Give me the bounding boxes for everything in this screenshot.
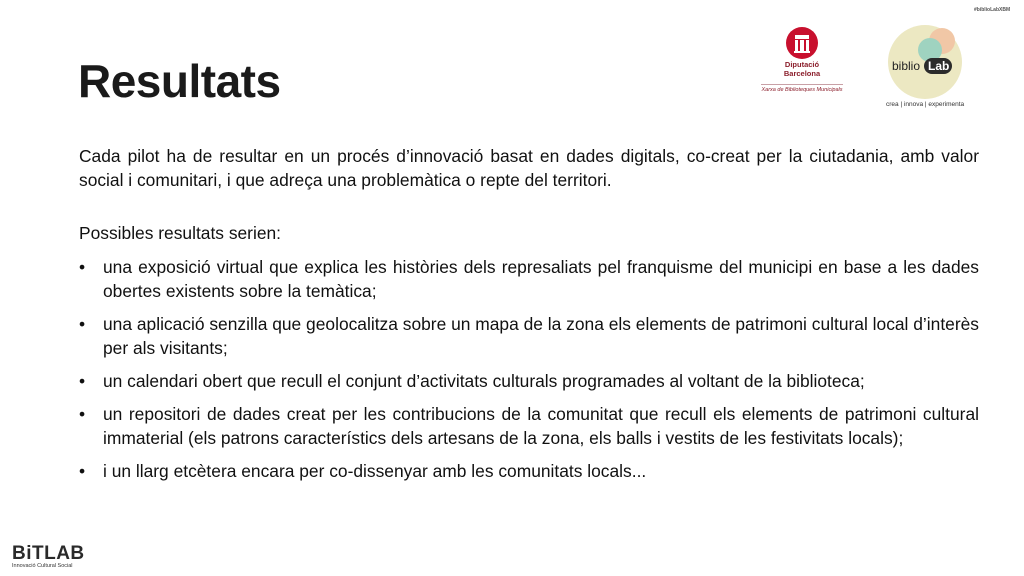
diputacio-name-line1: Diputació xyxy=(784,60,820,69)
list-item xyxy=(79,459,979,483)
list-item-text: una exposició virtual que explica les històries dels represaliats pel franquisme del municipi en base a les dades obertes existents sobre la temàtica; xyxy=(103,257,979,301)
results-list xyxy=(79,255,979,483)
bibliolab-hashtag: #biblioLabXBM xyxy=(974,7,1011,13)
slide-title: Resultats xyxy=(78,55,281,107)
bibliolab-tagline: crea | innova | experimenta xyxy=(886,101,965,108)
diputacio-subtitle: Xarxa de Biblioteques Municipals xyxy=(761,84,842,93)
list-item xyxy=(79,255,979,303)
list-item xyxy=(79,402,979,450)
slide-body xyxy=(79,144,979,492)
bitlab-logo xyxy=(12,544,85,570)
intro-paragraph: Cada pilot ha de resultar en un procés d’innovació basat en dades digitals, co-creat per la ciutadania, amb valor social i comunitari, i que adreça una problemàtica o repte del territori. xyxy=(79,146,979,190)
bibliolab-word-biblio: biblio xyxy=(892,59,921,73)
bullet-icon: • xyxy=(79,257,86,277)
list-item-text: i un llarg etcètera encara per co-dissenyar amb les comunitats locals... xyxy=(103,461,647,481)
results-lead: Possibles resultats serien: xyxy=(79,223,282,243)
bitlab-subtitle: Innovació Cultural Social xyxy=(12,563,73,569)
bullet-icon: • xyxy=(79,461,86,481)
bitlab-name: BiTLAB xyxy=(12,543,85,564)
list-item-text: una aplicació senzilla que geolocalitza sobre un mapa de la zona els elements de patrimoni cultural local d’interès per als visitants; xyxy=(103,314,979,358)
list-item xyxy=(79,312,979,360)
bibliolab-logo xyxy=(880,14,980,114)
list-item-text: un calendari obert que recull el conjunt d’activitats culturals programades al voltant de la biblioteca; xyxy=(103,371,865,391)
bullet-icon: • xyxy=(79,314,86,334)
list-item-text: un repositori de dades creat per les contribucions de la comunitat que recull els elements de patrimoni cultural immaterial (els patrons característics dels artesans de la zona, els balls i vestits de les festivitats locals); xyxy=(103,404,979,448)
diputacio-name-line2: Barcelona xyxy=(783,69,821,78)
diputacio-barcelona-logo xyxy=(752,26,852,96)
bibliolab-word-lab: Lab xyxy=(928,59,950,73)
bullet-icon: • xyxy=(79,371,86,391)
diputacio-shield-icon xyxy=(785,26,819,60)
bullet-icon: • xyxy=(79,404,86,424)
list-item xyxy=(79,369,979,393)
